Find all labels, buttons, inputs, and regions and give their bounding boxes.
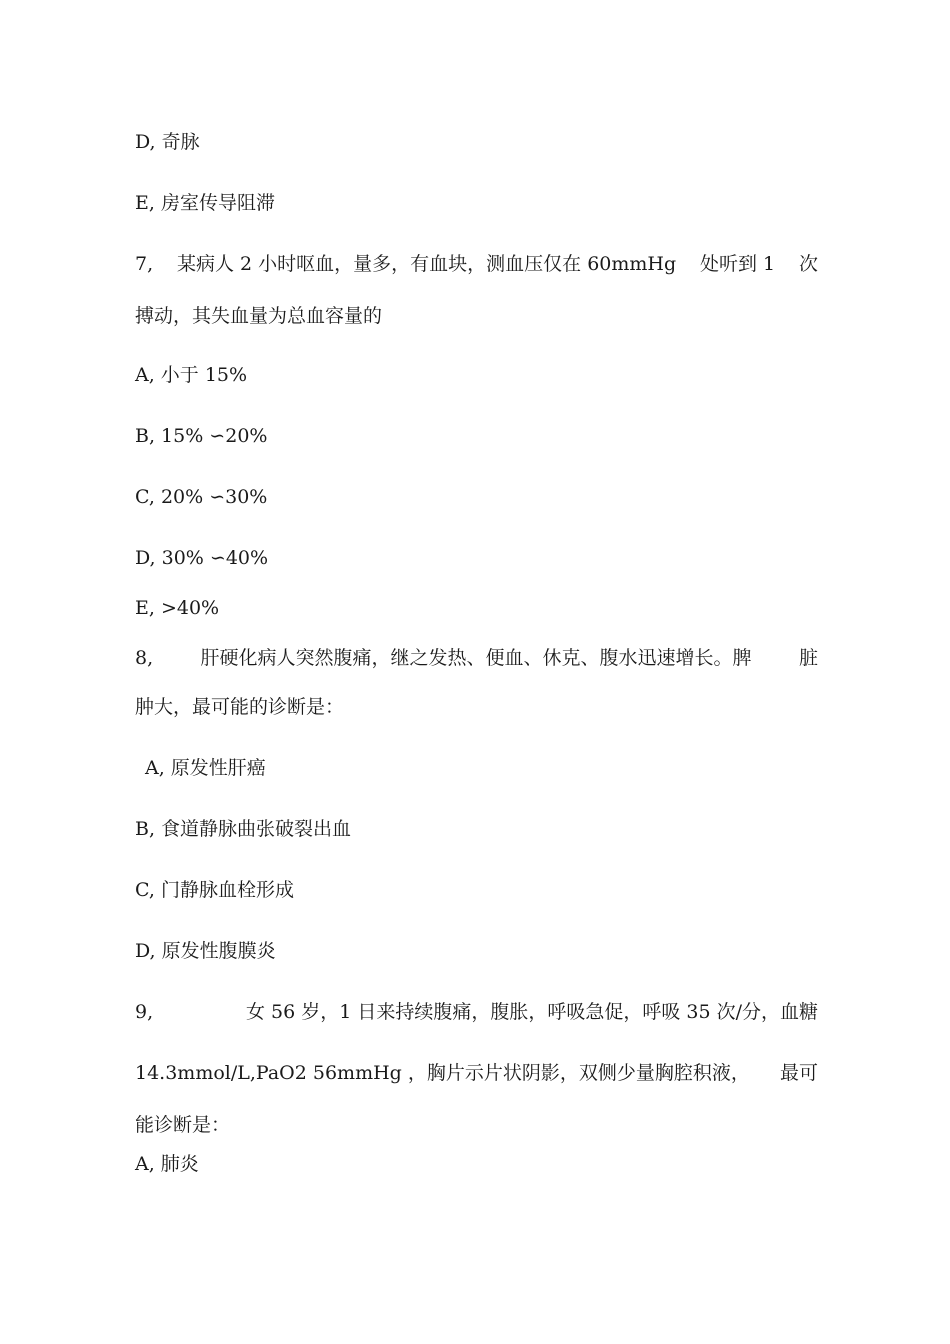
q8-stem-text-b: 脏: [798, 647, 818, 669]
q6-option-d: D, 奇脉: [135, 131, 200, 153]
q9-number: 9,: [135, 1001, 154, 1023]
q7-stem-line-1: [135, 252, 818, 276]
q9-stem-line-1: [135, 1000, 818, 1024]
q9-stem-text-c: 最可: [779, 1062, 818, 1084]
q7-stem-line-2: 搏动，其失血量为总血容量的: [135, 305, 383, 327]
q7-option-d: D, 30% ∽40%: [135, 547, 269, 569]
q7-option-c: C, 20% ∽30%: [135, 486, 268, 508]
q7-number: 7,: [135, 253, 154, 275]
q8-stem-text-a: 肝硬化病人突然腹痛，继之发热、便血、休克、腹水迅速增长。脾: [200, 647, 752, 669]
q9-option-a: A, 肺炎: [135, 1153, 199, 1175]
q7-stem-text-c: 次: [798, 253, 818, 275]
q8-option-d: D, 原发性腹膜炎: [135, 940, 276, 962]
q9-stem-text-a: 女 56 岁，1 日来持续腹痛，腹胀，呼吸急促，呼吸 35 次/分，血糖: [245, 1001, 818, 1023]
q9-stem-line-3: 能诊断是：: [135, 1114, 231, 1136]
q8-stem-line-2: 肿大，最可能的诊断是：: [135, 696, 345, 718]
q7-option-e: E, >40%: [135, 597, 220, 619]
q8-number: 8,: [135, 647, 154, 669]
q9-stem-line-2: [135, 1061, 818, 1085]
q8-stem-line-1: [135, 646, 818, 670]
q8-option-b: B, 食道静脉曲张破裂出血: [135, 818, 352, 840]
q9-stem-text-b: 14.3mmol/L,PaO2 56mmHg ，胸片示片状阴影，双侧少量胸腔积液，: [135, 1062, 750, 1084]
q6-option-e: E, 房室传导阻滞: [135, 192, 275, 214]
q7-stem-text-b: 处听到 1: [699, 253, 776, 275]
q8-option-c: C, 门静脉血栓形成: [135, 879, 294, 901]
q7-option-b: B, 15% ∽20%: [135, 425, 268, 447]
q7-stem-text-a: 某病人 2 小时呕血，量多，有血块，测血压仅在 60mmHg: [176, 253, 677, 275]
q7-option-a: A, 小于 15%: [135, 364, 248, 386]
q8-option-a: A, 原发性肝癌: [145, 757, 266, 779]
